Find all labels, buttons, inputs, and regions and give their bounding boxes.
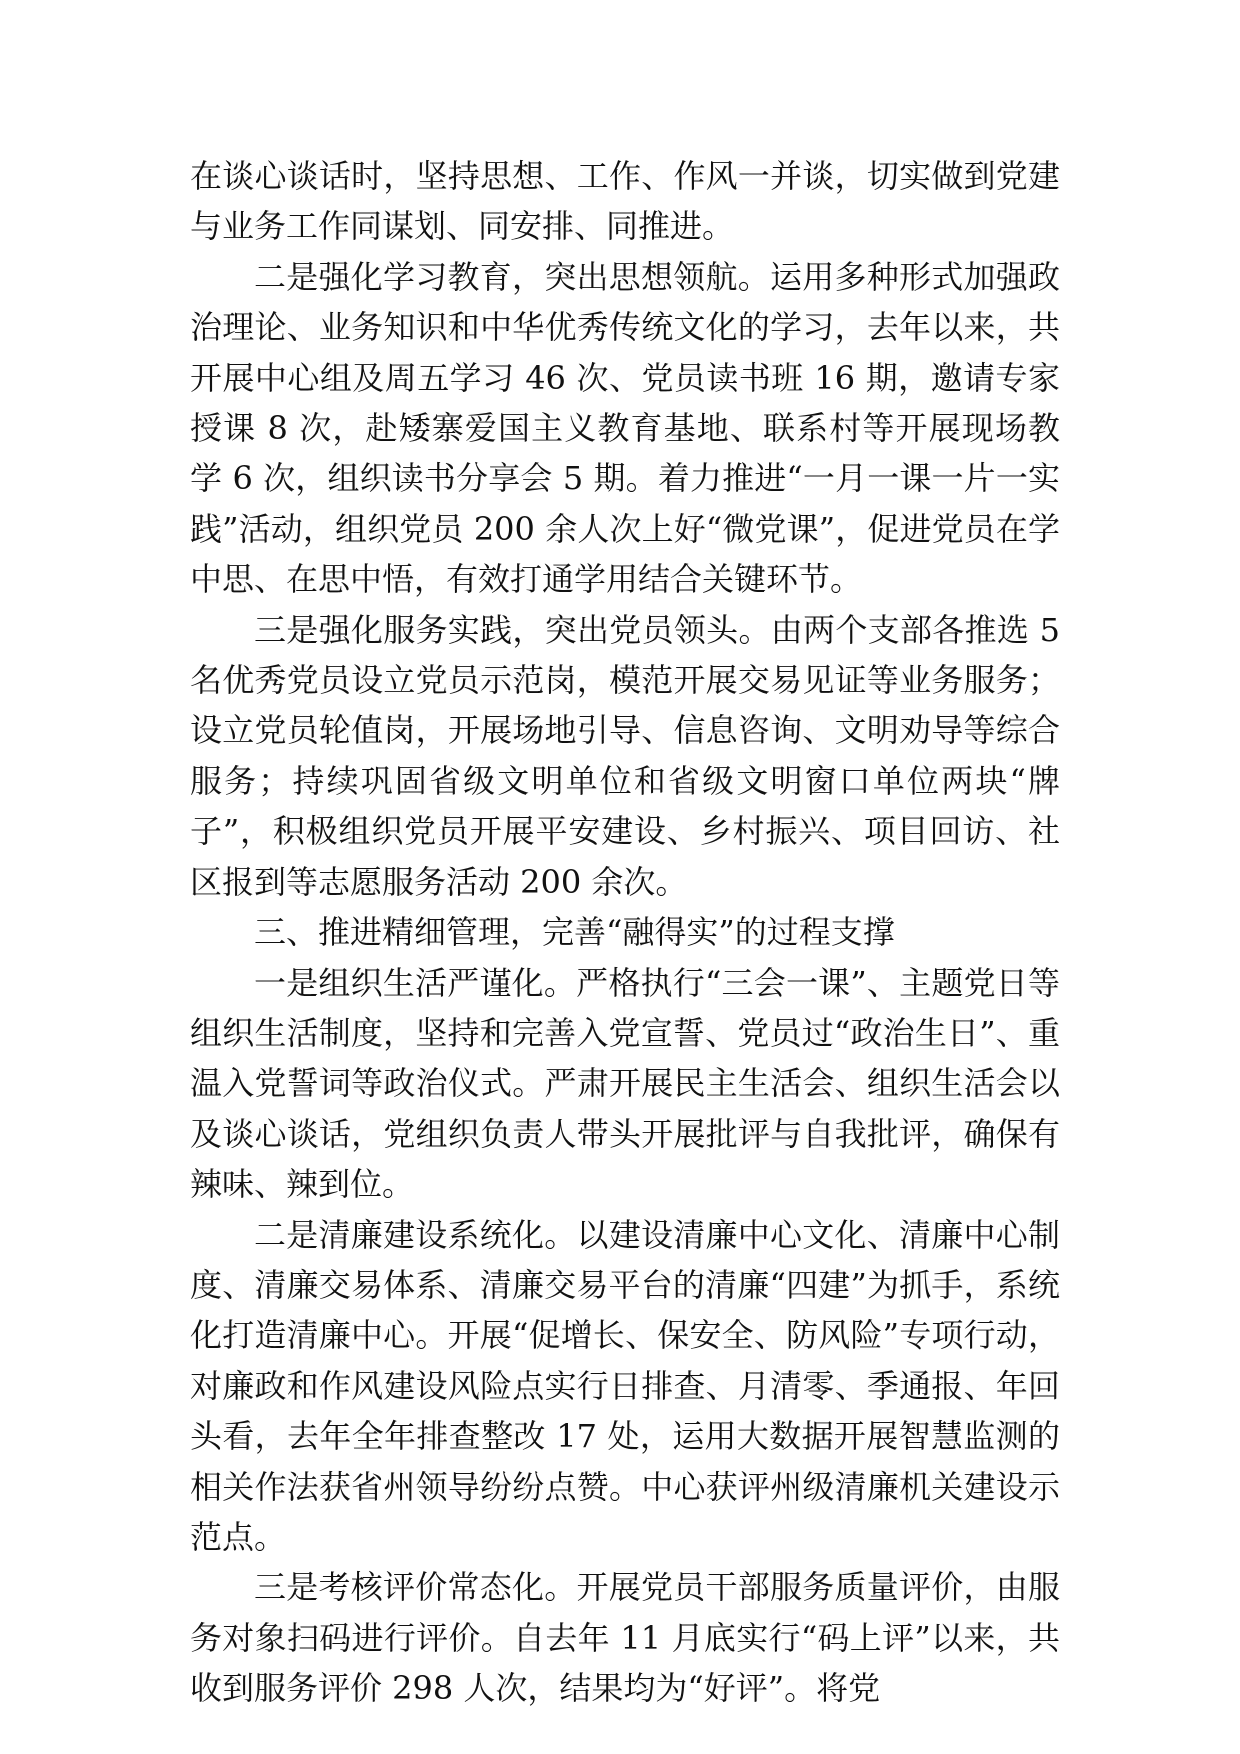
- paragraph-6: 三是考核评价常态化。开展党员干部服务质量评价，由服务对象扫码进行评价。自去年 11 月底实行“码上评”以来，共收到服务评价 298 人次，结果均为“好评”。将党: [190, 1568, 1060, 1708]
- paragraph-2: 二是强化学习教育，突出思想领航。运用多种形式加强政治理论、业务知识和中华优秀传统文化的学习，去年以来，共开展中心组及周五学习 46 次、党员读书班 16 期，邀请专家授课 8 次，赴矮寨爱国主义教育基地、联系村等开展现场教学 6 次，组织读书分享会 5 期。着力推进“一月一课一片一实践”活动，组织党员 200 余人次上好“微党课”，促进党员在学中思、在思中悟，有效打通学用结合关键环节。: [190, 257, 1060, 599]
- section-heading: 三、推进精细管理，完善“融得实”的过程支撑: [254, 913, 895, 952]
- document-page: [190, 151, 1060, 1714]
- paragraph-1: 在谈心谈话时，坚持思想、工作、作风一并谈，切实做到党建与业务工作同谋划、同安排、同推进。: [190, 157, 1060, 246]
- paragraph-5: 二是清廉建设系统化。以建设清廉中心文化、清廉中心制度、清廉交易体系、清廉交易平台的清廉“四建”为抓手，系统化打造清廉中心。开展“促增长、保安全、防风险”专项行动，对廉政和作风建设风险点实行日排查、月清零、季通报、年回头看，去年全年排查整改 17 处，运用大数据开展智慧监测的相关作法获省州领导纷纷点赞。中心获评州级清廉机关建设示范点。: [190, 1215, 1060, 1556]
- paragraph-4: 一是组织生活严谨化。严格执行“三会一课”、主题党日等组织生活制度，坚持和完善入党宣誓、党员过“政治生日”、重温入党誓词等政治仪式。严肃开展民主生活会、组织生活会以及谈心谈话，党组织负责人带头开展批评与自我批评，确保有辣味、辣到位。: [190, 963, 1060, 1204]
- paragraph-3: 三是强化服务实践，突出党员领头。由两个支部各推选 5 名优秀党员设立党员示范岗，模范开展交易见证等业务服务；设立党员轮值岗，开展场地引导、信息咨询、文明劝导等综合服务；持续巩固省级文明单位和省级文明窗口单位两块“牌子”，积极组织党员开展平安建设、乡村振兴、项目回访、社区报到等志愿服务活动 200 余次。: [190, 610, 1060, 901]
